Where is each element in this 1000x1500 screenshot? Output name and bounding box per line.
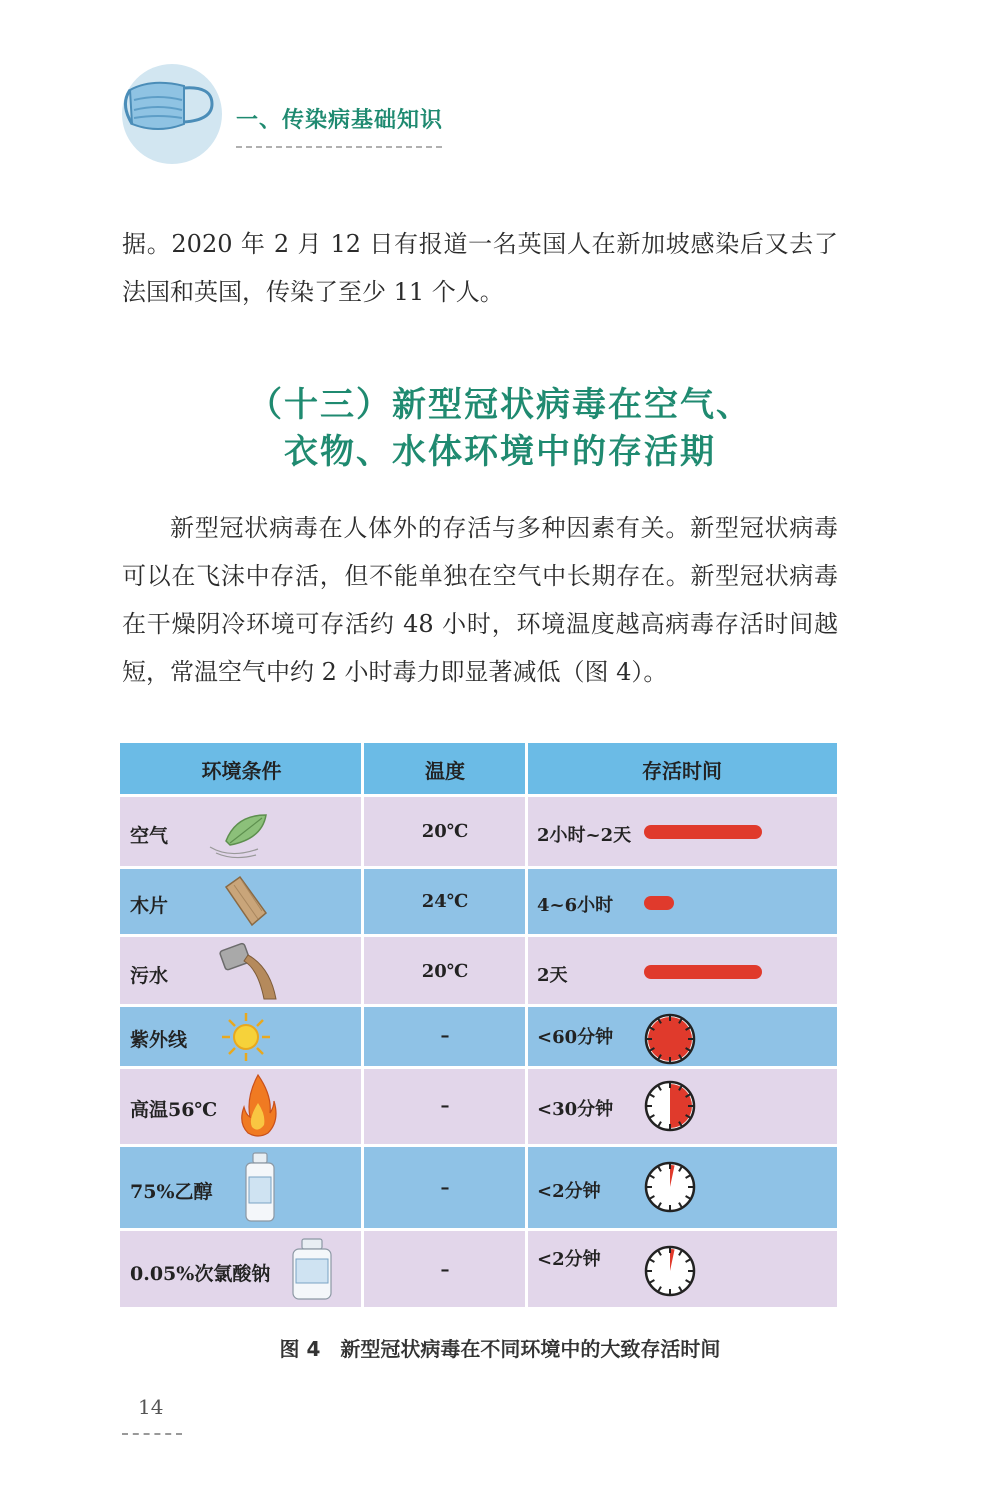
row-divider [120,1004,837,1007]
ethanol-bottle-icon [242,1151,278,1225]
row-divider [120,794,837,797]
temperature-value: – [440,1095,450,1116]
survival-bar [644,825,762,839]
survival-time-label: 4~6小时 [537,895,614,916]
table-row-air [120,795,837,867]
table-row-ethanol [120,1145,837,1229]
page-number: 14 [138,1395,164,1419]
row-divider [120,1228,837,1231]
figure-caption: 图 4 新型冠状病毒在不同环境中的大致存活时间 [279,1337,721,1361]
face-mask-badge [122,64,222,164]
clock-icon [642,1011,698,1067]
temperature-value: 24℃ [421,891,469,912]
page-number-divider [122,1433,182,1435]
section-heading-line-2: 衣物、水体环境中的存活期 [284,432,716,472]
sun-icon [220,1011,272,1063]
clock-icon [642,1078,698,1134]
condition-label: 紫外线 [130,1029,188,1051]
survival-time-label: 2天 [537,965,568,986]
survival-time-label: <30分钟 [537,1099,614,1120]
condition-label: 空气 [130,825,169,847]
condition-label: 75%乙醇 [130,1181,213,1203]
condition-label: 0.05%次氯酸钠 [130,1263,271,1285]
table-row-wood [120,867,837,935]
chapter-title-divider [236,146,442,148]
table-row-sewage [120,935,837,1005]
temperature-value: 20℃ [421,821,469,842]
header-temperature: 温度 [363,743,527,795]
header-survival-time: 存活时间 [527,743,837,795]
survival-time-label: <60分钟 [537,1027,614,1048]
survival-bar [644,965,762,979]
disinfectant-bottle-icon [290,1237,334,1301]
temperature-value: 20℃ [421,961,469,982]
condition-label: 污水 [130,965,169,987]
row-divider [120,866,837,869]
section-heading-line-1: （十三）新型冠状病毒在空气、 [248,385,752,425]
header-condition: 环境条件 [120,743,363,795]
flame-icon [238,1073,278,1139]
table-row-uv [120,1005,837,1067]
clock-sector [648,1017,692,1061]
temperature-value: – [440,1259,450,1280]
row-divider [120,1144,837,1147]
condition-label: 木片 [130,895,169,917]
row-divider [120,1066,837,1069]
table-row-sodium-hypochlorite [120,1229,837,1307]
row-divider [120,934,837,937]
paragraph-1: 据。2020 年 2 月 12 日有报道一名英国人在新加坡感染后又去了法国和英国，传染了至少 11 个人。 [122,230,838,306]
leaf-icon [206,809,276,859]
clock-icon [642,1159,698,1215]
sewage-pipe-icon [214,939,284,1003]
condition-label: 高温56℃ [130,1099,218,1121]
wood-piece-icon [216,873,276,929]
survival-time-label: 2小时~2天 [537,825,632,846]
survival-time-label: <2分钟 [537,1181,601,1202]
survival-time-label: <2分钟 [537,1249,601,1270]
column-divider [525,743,528,1307]
clock-icon [642,1243,698,1299]
table-row-high-temperature [120,1067,837,1145]
survival-bar [644,896,674,910]
temperature-value: – [440,1177,450,1198]
paragraph-2: 新型冠状病毒在人体外的存活与多种因素有关。新型冠状病毒可以在飞沫中存活，但不能单独在空气中长期存在。新型冠状病毒在干燥阴冷环境可存活约 48 小时，环境温度越高病毒存活时间越短，常温空气中约 2 小时毒力即显著减低（图 4）。 [122,514,838,686]
face-mask-icon [122,64,222,164]
survival-time-table [120,743,837,1307]
temperature-value: – [440,1025,450,1046]
column-divider [361,743,364,1307]
chapter-title: 一、传染病基础知识 [236,107,444,133]
